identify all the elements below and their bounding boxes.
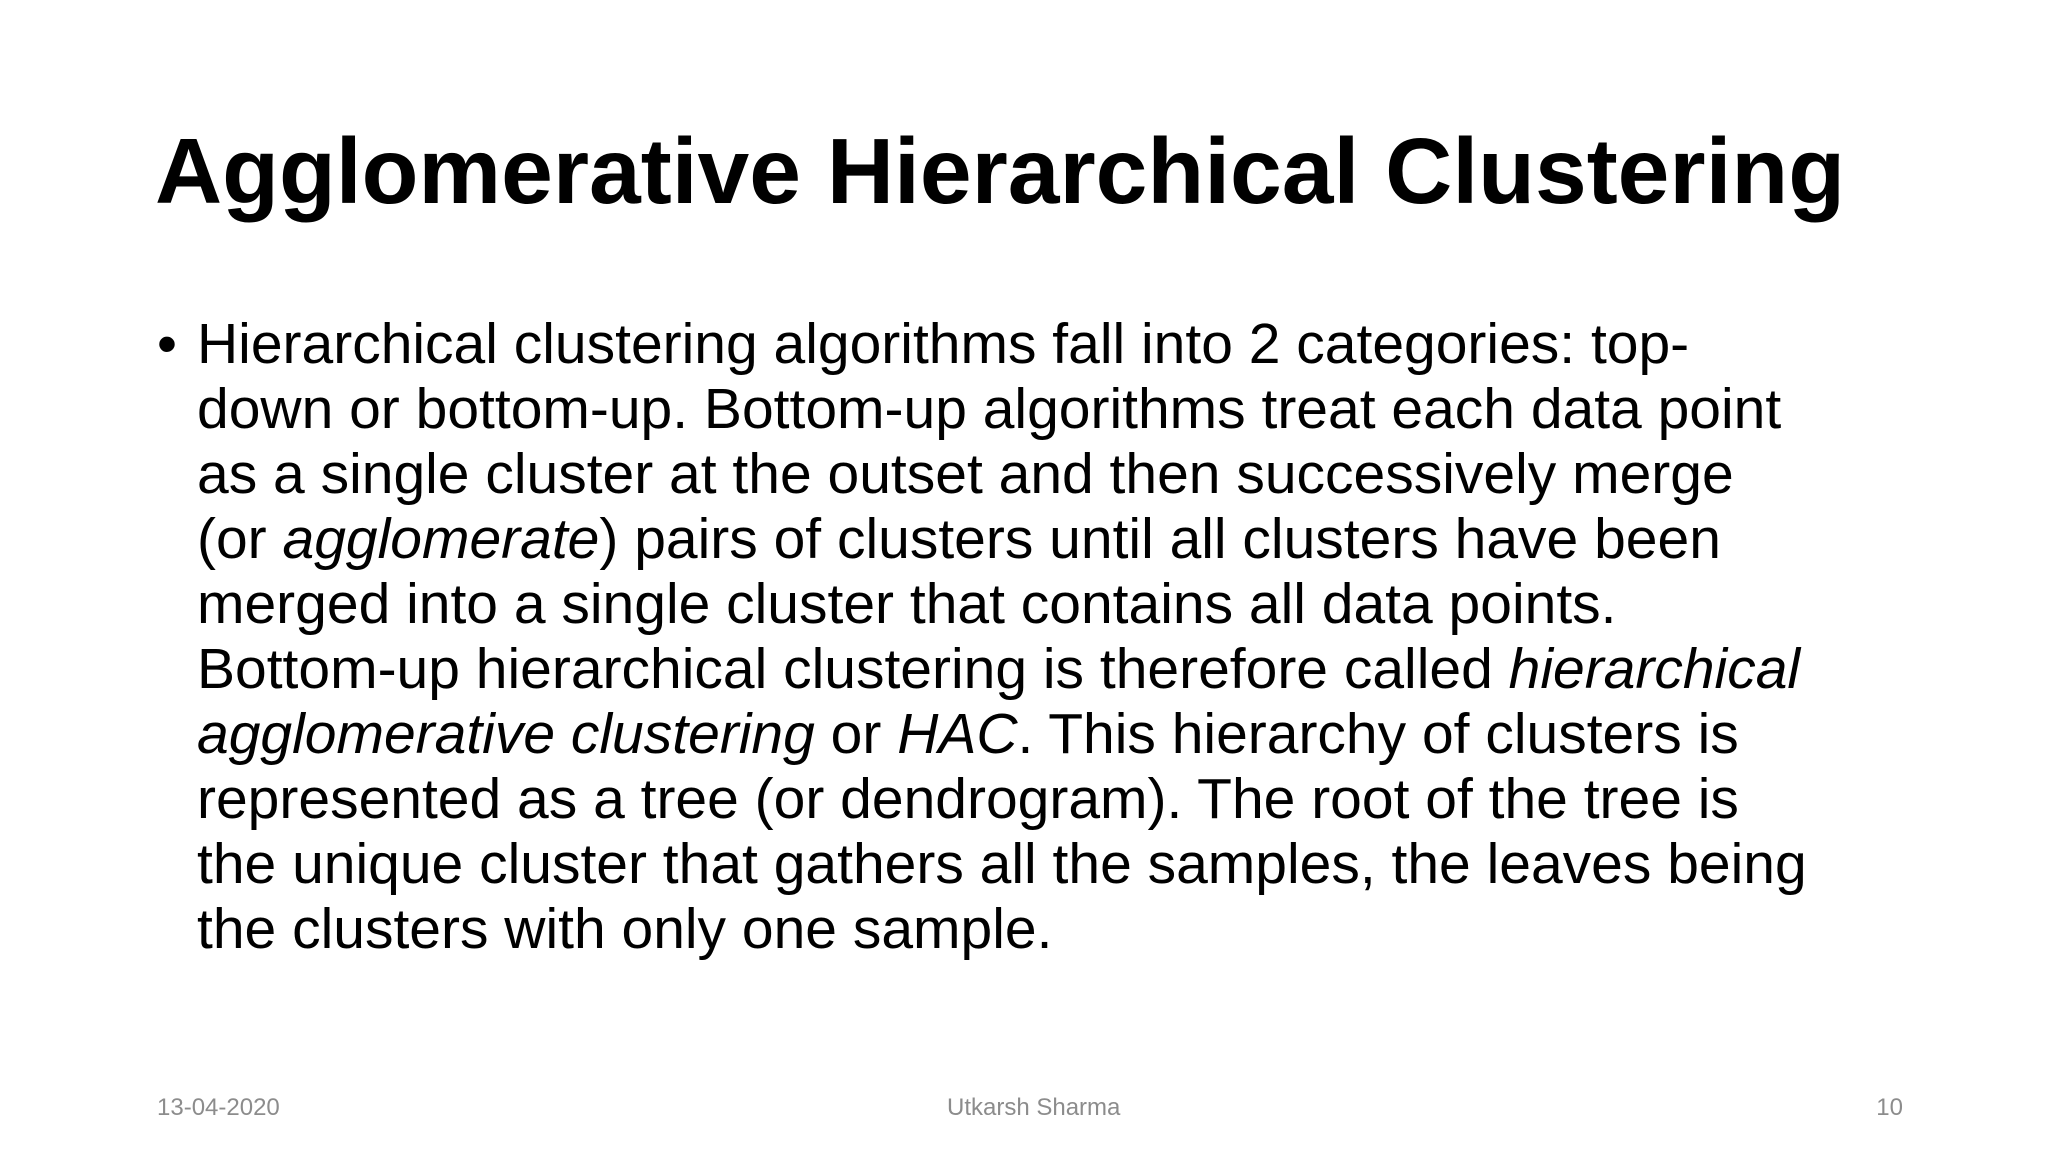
text-run: represented as a tree (or dendrogram). The root of the tree is — [197, 767, 1739, 831]
text-run: (or — [197, 507, 283, 571]
bullet-line — [197, 702, 1917, 767]
bullet-line — [197, 637, 1917, 702]
slide-body — [157, 312, 1917, 962]
slide-title: Agglomerative Hierarchical Clustering — [155, 119, 1846, 223]
text-run: down or bottom-up. Bottom-up algorithms treat each data point — [197, 377, 1782, 441]
bullet-line — [197, 897, 1917, 962]
bullet-dot-icon: • — [157, 312, 177, 376]
italic-term: agglomerate — [282, 507, 600, 571]
bullet-line — [197, 767, 1917, 832]
italic-term: agglomerative clustering — [197, 702, 815, 766]
footer-date: 13-04-2020 — [157, 1094, 280, 1121]
footer-page-number: 10 — [1876, 1094, 1903, 1121]
text-run: Hierarchical clustering algorithms fall into 2 categories: top- — [197, 312, 1690, 376]
bullet-line — [197, 572, 1917, 637]
footer-author: Utkarsh Sharma — [947, 1094, 1121, 1121]
text-run: . This hierarchy of clusters is — [1017, 702, 1739, 766]
text-run: ) pairs of clusters until all clusters have been — [599, 507, 1721, 571]
bullet-line — [197, 507, 1917, 572]
text-run: Bottom-up hierarchical clustering is therefore called — [197, 637, 1509, 701]
bullet-text — [197, 312, 1917, 962]
text-run: or — [814, 702, 898, 766]
bullet-item — [157, 312, 1917, 962]
italic-term: HAC — [897, 702, 1018, 766]
text-run: as a single cluster at the outset and then successively merge — [197, 442, 1734, 506]
bullet-line — [197, 832, 1917, 897]
bullet-line — [197, 377, 1917, 442]
text-run: the clusters with only one sample. — [197, 897, 1053, 961]
bullet-line — [197, 442, 1917, 507]
bullet-line — [197, 312, 1917, 377]
text-run: the unique cluster that gathers all the samples, the leaves being — [197, 832, 1807, 896]
text-run: merged into a single cluster that contains all data points. — [197, 572, 1617, 636]
italic-term: hierarchical — [1508, 637, 1801, 701]
